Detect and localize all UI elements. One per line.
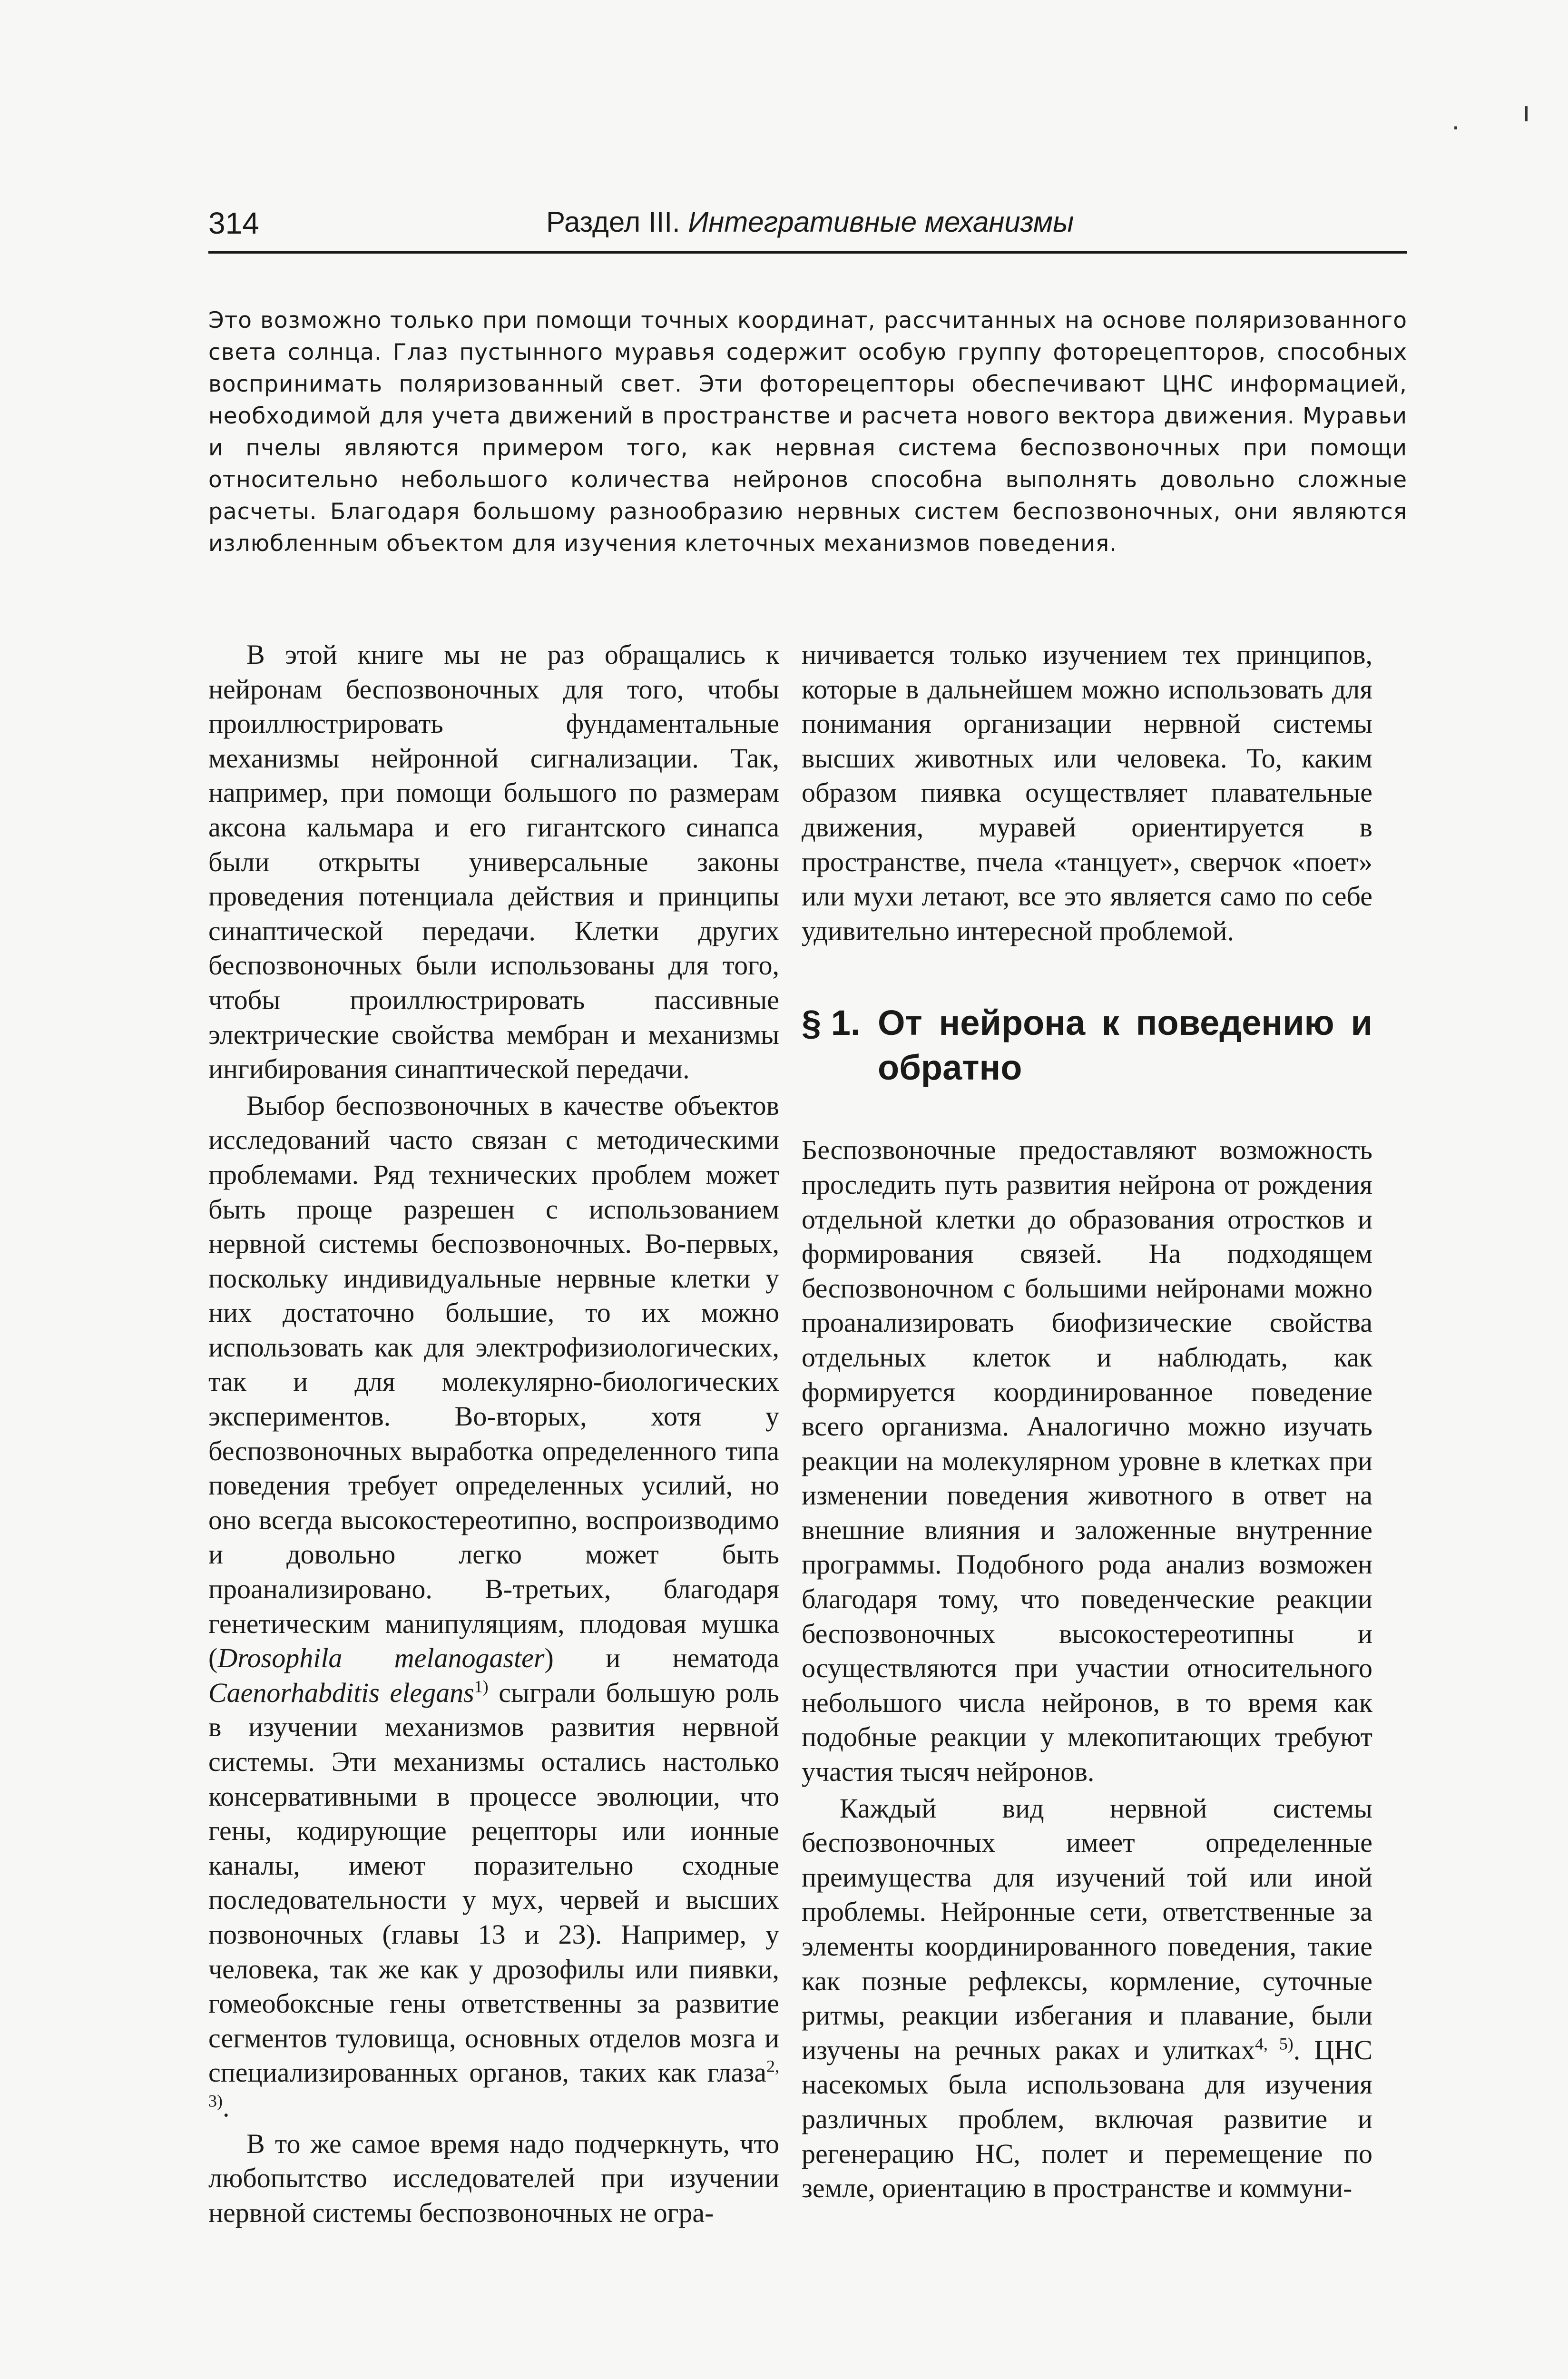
- section-heading: [802, 1001, 1372, 1090]
- footnote-ref: 2, 3): [208, 2057, 779, 2111]
- text-run: .: [223, 2091, 230, 2123]
- right-column: [802, 638, 1372, 2206]
- intro-paragraph: Это возможно только при помощи точных координат, рассчитанных на основе поляризованного света солнца. Глаз пустынного муравья содержит особую группу фоторецепторов, способных воспринимать поляризованный свет. Эти фоторецепторы обеспечивают ЦНС информацией, необходимой для учета движений в пространстве и расчета нового вектора движения. Муравьи и пчелы являются примером того, как нервная система беспозвоночных при помощи относительно небольшого количества нейронов способна выполнять довольно сложные расчеты. Благодаря большому разнообразию нервных систем беспозвоночных, они являются излюбленным объектом для изучения клеточных механизмов поведения.: [208, 307, 1407, 557]
- text-run: . ЦНС насекомых была использована для изучения различных проблем, включая развитие и регенерацию НС, полет и перемещение по земле, ориентацию в пространстве и коммуни-: [802, 2034, 1372, 2204]
- paragraph: [208, 1089, 779, 2125]
- footnote-ref: 4, 5): [1254, 2034, 1294, 2054]
- paragraph: В то же самое время надо подчеркнуть, что любопытство исследователей при изучении нервной системы беспозвоночных не огра-: [208, 2128, 779, 2228]
- margin-dot: ·: [1451, 110, 1460, 142]
- section-title: Интегративные механизмы: [688, 206, 1074, 238]
- text-run: Каждый вид нервной системы беспозвоночных имеет определенные преимущества для изучений той или иной проблемы. Нейронные сети, ответственные за элементы координированного поведения, такие как позные рефлексы, кормление, суточные ритмы, реакции избегания и плавание, были изучены на речных раках и улитках: [802, 1792, 1372, 2065]
- species-name: Drosophila melanogaster: [217, 1642, 545, 1674]
- section-number: § 1.: [802, 1003, 861, 1043]
- species-name: Caenorhabditis elegans: [208, 1677, 474, 1708]
- text-run: Выбор беспозвоночных в качестве объектов исследований часто связан с методическими проблемами. Ряд технических проблем может быть проще разрешен с использованием нервной системы беспозвоночных. Во-первых, поскольку индивидуальные нервные клетки у них достаточно большие, то их можно использовать как для электрофизиологических, так и для молекулярно-биологических экспериментов. Во-вторых, хотя у беспозвоночных выработка определенного типа поведения требует определенных усилий, но оно всегда высокостереотипно, воспроизводимо и довольно легко может быть проанализировано. В-третьих, благодаря генетическим манипуляциям, плодовая мушка (: [208, 1090, 779, 1674]
- left-column: [208, 638, 779, 2230]
- paragraph: [802, 1791, 1372, 2206]
- section-label: Раздел III.: [546, 206, 680, 238]
- page-number: 314: [208, 206, 259, 240]
- paragraph: В этой книге мы не раз обращались к нейронам беспозвоночных для того, чтобы проиллюстрировать фундаментальные механизмы нейронной сигнализации. Так, например, при помощи большого по размерам аксона кальмара и его гигантского синапса были открыты универсальные законы проведения потенциала действия и принципы синаптической передачи. Клетки других беспозвоночных были использованы для того, чтобы проиллюстрировать пассивные электрические свойства мембран и механизмы ингибирования синаптической передачи.: [208, 639, 779, 1085]
- text-run: сыграли большую роль в изучении механизмов развития нервной системы. Эти механизмы остались настолько консервативными в процессе эволюции, что гены, кодирующие рецепторы или ионные каналы, имеют поразительно сходные последовательности у мух, червей и высших позвоночных (главы 13 и 23). Например, у человека, так же как у дрозофилы или пиявки, гомеобоксные гены ответственны за развитие сегментов туловища, основных отделов мозга и специализированных органов, таких как глаза: [208, 1677, 779, 2088]
- paragraph: Беспозвоночные предоставляют возможность проследить путь развития нейрона от рождения отдельной клетки до образования отростков и формирования связей. На подходящем беспозвоночном с большими нейронами можно проанализировать биофизические свойства отдельных клеток и наблюдать, как формируется координированное поведение всего организма. Аналогично можно изучать реакции на молекулярном уровне в клетках при изменении поведения животного в ответ на внешние влияния и заложенные внутренние программы. Подобного рода анализ возможен благодаря тому, что поведенческие реакции беспозвоночных высокостереотипны и осуществляются при участии относительного небольшого числа нейронов, в то время как подобные реакции у млекопитающих требуют участия тысяч нейронов.: [802, 1134, 1372, 1788]
- header-rule: [208, 251, 1407, 254]
- paragraph: ничивается только изучением тех принципов, которые в дальнейшем можно использовать для понимания организации нервной системы высших животных или человека. То, каким образом пиявка осуществляет плавательные движения, муравей ориентируется в пространстве, пчела «танцует», сверчок «поет» или мухи летают, все это является само по себе удивительно интересной проблемой.: [802, 639, 1372, 946]
- footnote-ref: 1): [474, 1677, 489, 1696]
- text-run: ) и нематода: [544, 1642, 779, 1674]
- margin-mark: ı: [1522, 96, 1530, 128]
- section-heading-title: От нейрона к поведению и обратно: [878, 1003, 1372, 1088]
- running-title: [546, 206, 1074, 238]
- running-header: [208, 206, 1407, 258]
